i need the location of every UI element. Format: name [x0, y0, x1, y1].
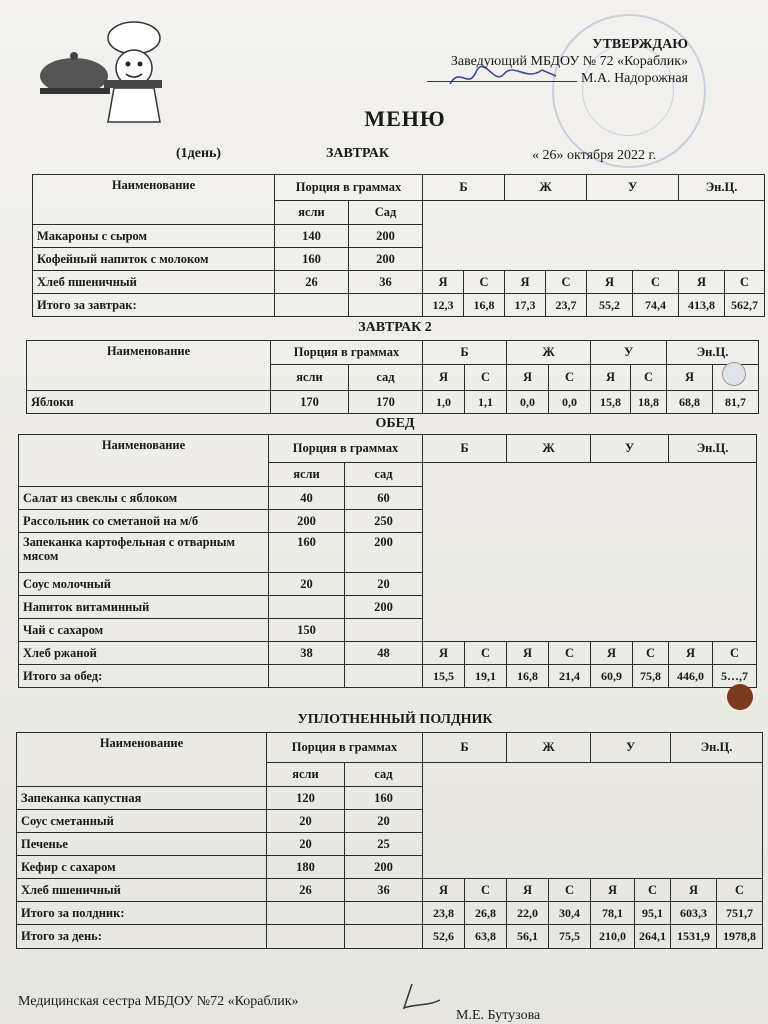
approval-block: [427, 36, 688, 87]
total-row: [33, 294, 765, 317]
s-label: С: [635, 879, 671, 902]
empty-area: [423, 763, 763, 879]
ya-label: Я: [423, 271, 464, 294]
sad-portion: 160: [345, 787, 423, 810]
breakfast2-title: ЗАВТРАК 2: [358, 320, 432, 335]
col-b-header: Б: [423, 175, 505, 201]
glare-mark: [722, 362, 746, 386]
col-en-header: Эн.Ц.: [667, 341, 759, 365]
s-label: С: [713, 642, 757, 665]
col-en-header: Эн.Ц.: [679, 175, 765, 201]
ya-label: Я: [423, 365, 465, 391]
yasli-portion: 150: [269, 619, 345, 642]
yasli-portion: 120: [267, 787, 345, 810]
day-total-value: 264,1: [635, 925, 671, 949]
sad-portion: 48: [345, 642, 423, 665]
lunch-title: ОБЕД: [375, 416, 415, 431]
total-value: 30,4: [549, 902, 591, 925]
day-total-label: Итого за день:: [17, 925, 267, 949]
ya-label: Я: [591, 365, 631, 391]
col-sad: сад: [349, 365, 423, 391]
dish-name: Чай с сахаром: [19, 619, 269, 642]
yasli-portion: 160: [269, 533, 345, 573]
signature-line: [427, 81, 577, 82]
total-value: 17,3: [505, 294, 546, 317]
ya-label: Я: [667, 365, 713, 391]
col-b-header: Б: [423, 733, 507, 763]
sad-portion: 60: [345, 487, 423, 510]
breakfast2-table: [26, 340, 759, 414]
total-value: 446,0: [669, 665, 713, 688]
total-value: 15,5: [423, 665, 465, 688]
s-label: С: [633, 642, 669, 665]
col-name-header: Наименование: [17, 733, 267, 787]
col-zh-header: Ж: [505, 175, 587, 201]
col-yasli: ясли: [269, 463, 345, 487]
col-sad: Сад: [349, 201, 423, 225]
approve-name: М.А. Надорожная: [581, 71, 688, 86]
dish-name: Кофейный напиток с молоком: [33, 248, 275, 271]
nurse-label: Медицинская сестра МБДОУ №72 «Кораблик»: [18, 994, 299, 1009]
col-en-header: Эн.Ц.: [669, 435, 757, 463]
dish-name: Рассольник со сметаной на м/б: [19, 510, 269, 533]
dish-name: Кефир с сахаром: [17, 856, 267, 879]
day-total-row: [17, 925, 763, 949]
col-zh-header: Ж: [507, 733, 591, 763]
stain-mark: [727, 684, 753, 710]
table-row: [19, 642, 757, 665]
ya-label: Я: [507, 642, 549, 665]
col-name-header: Наименование: [27, 341, 271, 391]
ya-label: Я: [507, 365, 549, 391]
ya-label: Я: [507, 879, 549, 902]
yasli-portion: [269, 596, 345, 619]
col-u-header: У: [591, 733, 671, 763]
s-label: С: [631, 365, 667, 391]
lunch-table: [18, 434, 757, 688]
ya-label: Я: [587, 271, 633, 294]
nutrient-value: 0,0: [507, 391, 549, 414]
nutrient-value: 81,7: [713, 391, 759, 414]
day-label: (1день): [176, 146, 222, 161]
s-label: С: [465, 642, 507, 665]
total-label: Итого за завтрак:: [33, 294, 275, 317]
s-label: С: [717, 879, 763, 902]
total-value: 16,8: [507, 665, 549, 688]
sad-portion: 200: [345, 596, 423, 619]
yasli-portion: 40: [269, 487, 345, 510]
total-value: 75,8: [633, 665, 669, 688]
dish-name: Макароны с сыром: [33, 225, 275, 248]
ya-label: Я: [591, 879, 635, 902]
day-total-value: 1978,8: [717, 925, 763, 949]
ya-label: Я: [591, 642, 633, 665]
nutrient-value: 68,8: [667, 391, 713, 414]
ya-label: Я: [679, 271, 725, 294]
s-label: С: [546, 271, 587, 294]
total-value: 78,1: [591, 902, 635, 925]
s-label: С: [549, 642, 591, 665]
total-value: 26,8: [465, 902, 507, 925]
col-name-header: Наименование: [19, 435, 269, 487]
dish-name: Хлеб пшеничный: [17, 879, 267, 902]
total-value: 22,0: [507, 902, 549, 925]
col-b-header: Б: [423, 341, 507, 365]
yasli-portion: 160: [275, 248, 349, 271]
approve-title: УТВЕРЖДАЮ: [592, 37, 688, 52]
sad-portion: 25: [345, 833, 423, 856]
day-total-value: 1531,9: [671, 925, 717, 949]
total-label: Итого за обед:: [19, 665, 269, 688]
dish-name: Яблоки: [27, 391, 271, 414]
total-value: 16,8: [464, 294, 505, 317]
yasli-portion: 180: [267, 856, 345, 879]
col-u-header: У: [591, 341, 667, 365]
total-value: 751,7: [717, 902, 763, 925]
col-yasli: ясли: [267, 763, 345, 787]
s-label: С: [633, 271, 679, 294]
yasli-portion: 26: [275, 271, 349, 294]
dish-name: Печенье: [17, 833, 267, 856]
col-yasli: ясли: [271, 365, 349, 391]
col-u-header: У: [587, 175, 679, 201]
total-value: 60,9: [591, 665, 633, 688]
ya-label: Я: [505, 271, 546, 294]
total-value: 413,8: [679, 294, 725, 317]
s-label: С: [725, 271, 765, 294]
col-yasli: ясли: [275, 201, 349, 225]
nurse-signature-image: [384, 982, 444, 1016]
col-sad: сад: [345, 463, 423, 487]
sad-portion: 200: [349, 225, 423, 248]
col-u-header: У: [591, 435, 669, 463]
ya-label: Я: [671, 879, 717, 902]
total-value: 74,4: [633, 294, 679, 317]
empty-area: [423, 463, 757, 642]
table-row: [33, 271, 765, 294]
yasli-portion: 170: [271, 391, 349, 414]
yasli-portion: 20: [269, 573, 345, 596]
sad-portion: 200: [345, 533, 423, 573]
dish-name: Запеканка картофельная с отварным мясом: [19, 533, 269, 573]
empty-area: [423, 201, 765, 271]
total-value: 5…,7: [713, 665, 757, 688]
col-portion-header: Порция в граммах: [271, 341, 423, 365]
dish-name: Соус сметанный: [17, 810, 267, 833]
yasli-portion: 26: [267, 879, 345, 902]
table-row: [27, 391, 759, 414]
total-value: 603,3: [671, 902, 717, 925]
col-portion-header: Порция в граммах: [267, 733, 423, 763]
approve-position: Заведующий МБДОУ № 72 «Кораблик»: [450, 54, 688, 69]
dish-name: Напиток витаминный: [19, 596, 269, 619]
col-sad: сад: [345, 763, 423, 787]
sad-portion: 200: [349, 248, 423, 271]
day-total-value: 56,1: [507, 925, 549, 949]
sad-portion: 200: [345, 856, 423, 879]
total-value: 12,3: [423, 294, 464, 317]
s-label: С: [549, 365, 591, 391]
total-value: 95,1: [635, 902, 671, 925]
dish-name: Запеканка капустная: [17, 787, 267, 810]
dish-name: Хлеб ржаной: [19, 642, 269, 665]
dish-name: Салат из свеклы с яблоком: [19, 487, 269, 510]
day-total-value: 52,6: [423, 925, 465, 949]
total-value: 23,7: [546, 294, 587, 317]
breakfast-table: [32, 174, 765, 317]
dish-name: Хлеб пшеничный: [33, 271, 275, 294]
nutrient-value: 1,0: [423, 391, 465, 414]
s-label: С: [549, 879, 591, 902]
ya-label: Я: [423, 879, 465, 902]
total-value: 562,7: [725, 294, 765, 317]
menu-date: « 26» октября 2022 г.: [532, 148, 657, 163]
sad-portion: 36: [345, 879, 423, 902]
nutrient-value: 0,0: [549, 391, 591, 414]
total-value: 21,4: [549, 665, 591, 688]
nutrient-value: 18,8: [631, 391, 667, 414]
total-label: Итого за полдник:: [17, 902, 267, 925]
dish-name: Соус молочный: [19, 573, 269, 596]
yasli-portion: 200: [269, 510, 345, 533]
col-name-header: Наименование: [33, 175, 275, 225]
day-total-value: 210,0: [591, 925, 635, 949]
day-total-value: 63,8: [465, 925, 507, 949]
sad-portion: [345, 619, 423, 642]
ya-label: Я: [423, 642, 465, 665]
ya-label: Я: [669, 642, 713, 665]
s-label: С: [464, 271, 505, 294]
total-row: [19, 665, 757, 688]
total-row: [17, 902, 763, 925]
total-value: 55,2: [587, 294, 633, 317]
sad-portion: 36: [349, 271, 423, 294]
s-label: С: [465, 365, 507, 391]
total-value: 23,8: [423, 902, 465, 925]
yasli-portion: 140: [275, 225, 349, 248]
s-label: С: [465, 879, 507, 902]
page-title: МЕНЮ: [364, 106, 446, 131]
snack-table: [16, 732, 763, 949]
nutrient-value: 1,1: [465, 391, 507, 414]
nurse-name: М.Е. Бутузова: [456, 1008, 541, 1023]
col-portion-header: Порция в граммах: [269, 435, 423, 463]
day-total-value: 75,5: [549, 925, 591, 949]
sad-portion: 20: [345, 573, 423, 596]
col-en-header: Эн.Ц.: [671, 733, 763, 763]
yasli-portion: 20: [267, 833, 345, 856]
total-value: 19,1: [465, 665, 507, 688]
col-zh-header: Ж: [507, 435, 591, 463]
yasli-portion: 20: [267, 810, 345, 833]
col-portion-header: Порция в граммах: [275, 175, 423, 201]
yasli-portion: 38: [269, 642, 345, 665]
sad-portion: 20: [345, 810, 423, 833]
snack-title: УПЛОТНЕННЫЙ ПОЛДНИК: [297, 712, 493, 727]
sad-portion: 170: [349, 391, 423, 414]
nutrient-value: 15,8: [591, 391, 631, 414]
sad-portion: 250: [345, 510, 423, 533]
col-b-header: Б: [423, 435, 507, 463]
col-zh-header: Ж: [507, 341, 591, 365]
table-row: [17, 879, 763, 902]
breakfast-title: ЗАВТРАК: [326, 146, 390, 161]
